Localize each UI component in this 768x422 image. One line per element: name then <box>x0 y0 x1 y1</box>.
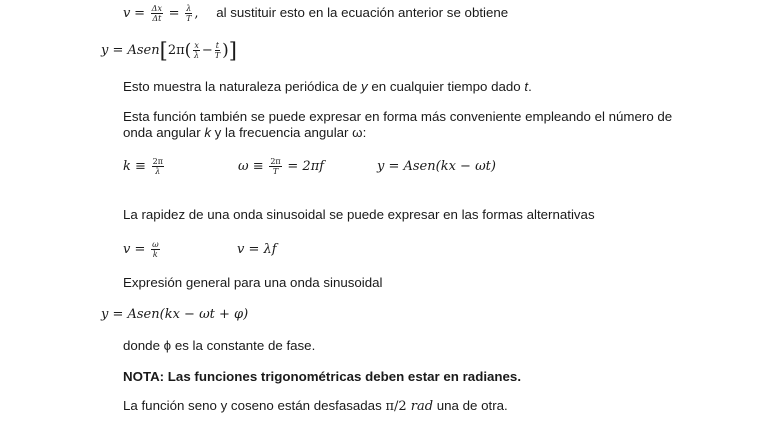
general-expression-paragraph: Expresión general para una onda sinusoidal <box>123 275 383 290</box>
general-wave-equation: y = Asen(kx − ωt + φ) <box>101 307 249 322</box>
phase-constant-paragraph: donde ϕ es la constante de fase. <box>123 338 316 353</box>
rad-unit: rad <box>410 399 434 414</box>
substitution-text: al sustituir esto en la ecuación anterior se obtiene <box>216 5 509 21</box>
wave-equation-lhs: y = Asen <box>101 43 160 59</box>
phase-shift-paragraph: La función seno y coseno están desfasadas π/2 rad una de otra. <box>123 398 508 414</box>
angular-frequency-equation: ω ≡ $\frac{2\pi}{T}$ = 2πf <box>238 157 325 176</box>
two-pi-over-lambda: $\frac{2\pi}{\lambda}$ <box>152 157 163 176</box>
angular-paragraph-line-1: Esta función también se puede expresar en forma más conveniente empleando el número de <box>123 109 673 124</box>
lambda-over-t: $\frac{\lambda}{T}$ <box>186 4 192 23</box>
speed-equation-omega-k: v = $\frac{\omega}{k}$ <box>123 240 159 259</box>
phi-symbol: ϕ <box>163 338 172 353</box>
equals-sign: = <box>134 6 145 22</box>
velocity-definition-line <box>123 4 508 23</box>
speed-equation-lambda-f: v = λf <box>237 242 277 257</box>
k-variable: k <box>204 125 211 140</box>
minus-sign: − <box>201 43 213 59</box>
omega-symbol: ω <box>352 125 363 140</box>
pi-over-two: π/2 <box>385 399 411 414</box>
right-paren: ) <box>222 40 229 61</box>
delta-x-over-delta-t: $\frac{\Delta x}{\Delta t}$ <box>151 4 162 23</box>
periodicity-paragraph: Esto muestra la naturaleza periódica de y en cualquier tiempo dado t. <box>123 79 532 94</box>
two-pi: 2π <box>167 43 185 59</box>
two-pi-over-period: $\frac{2\pi}{T}$ <box>270 157 281 176</box>
wavenumber-equation: k ≡ $\frac{2\pi}{\lambda}$ <box>123 157 163 176</box>
equals-sign-2: = <box>168 6 180 22</box>
t-variable: t <box>524 79 529 94</box>
t-over-period: $\frac{t}{T}$ <box>214 41 221 60</box>
speed-paragraph: La rapidez de una onda sinusoidal se puede expresar en las formas alternativas <box>123 207 595 222</box>
comma: , <box>194 6 199 22</box>
x-over-lambda: $\frac{x}{\lambda}$ <box>194 41 200 60</box>
wave-equation <box>101 38 237 63</box>
y-variable: y <box>361 79 368 94</box>
wave-equation-compact: y = Asen(kx − ωt) <box>377 159 496 174</box>
left-paren: ( <box>184 40 192 61</box>
radians-note: NOTA: Las funciones trigonométricas deben estar en radianes. <box>123 369 522 384</box>
v-symbol: v <box>123 6 131 22</box>
right-bracket: ] <box>228 38 237 63</box>
angular-paragraph-line-2: onda angular k y la frecuencia angular ω: <box>123 125 367 140</box>
left-bracket: [ <box>159 38 168 63</box>
omega-over-k: $\frac{\omega}{k}$ <box>152 240 159 259</box>
